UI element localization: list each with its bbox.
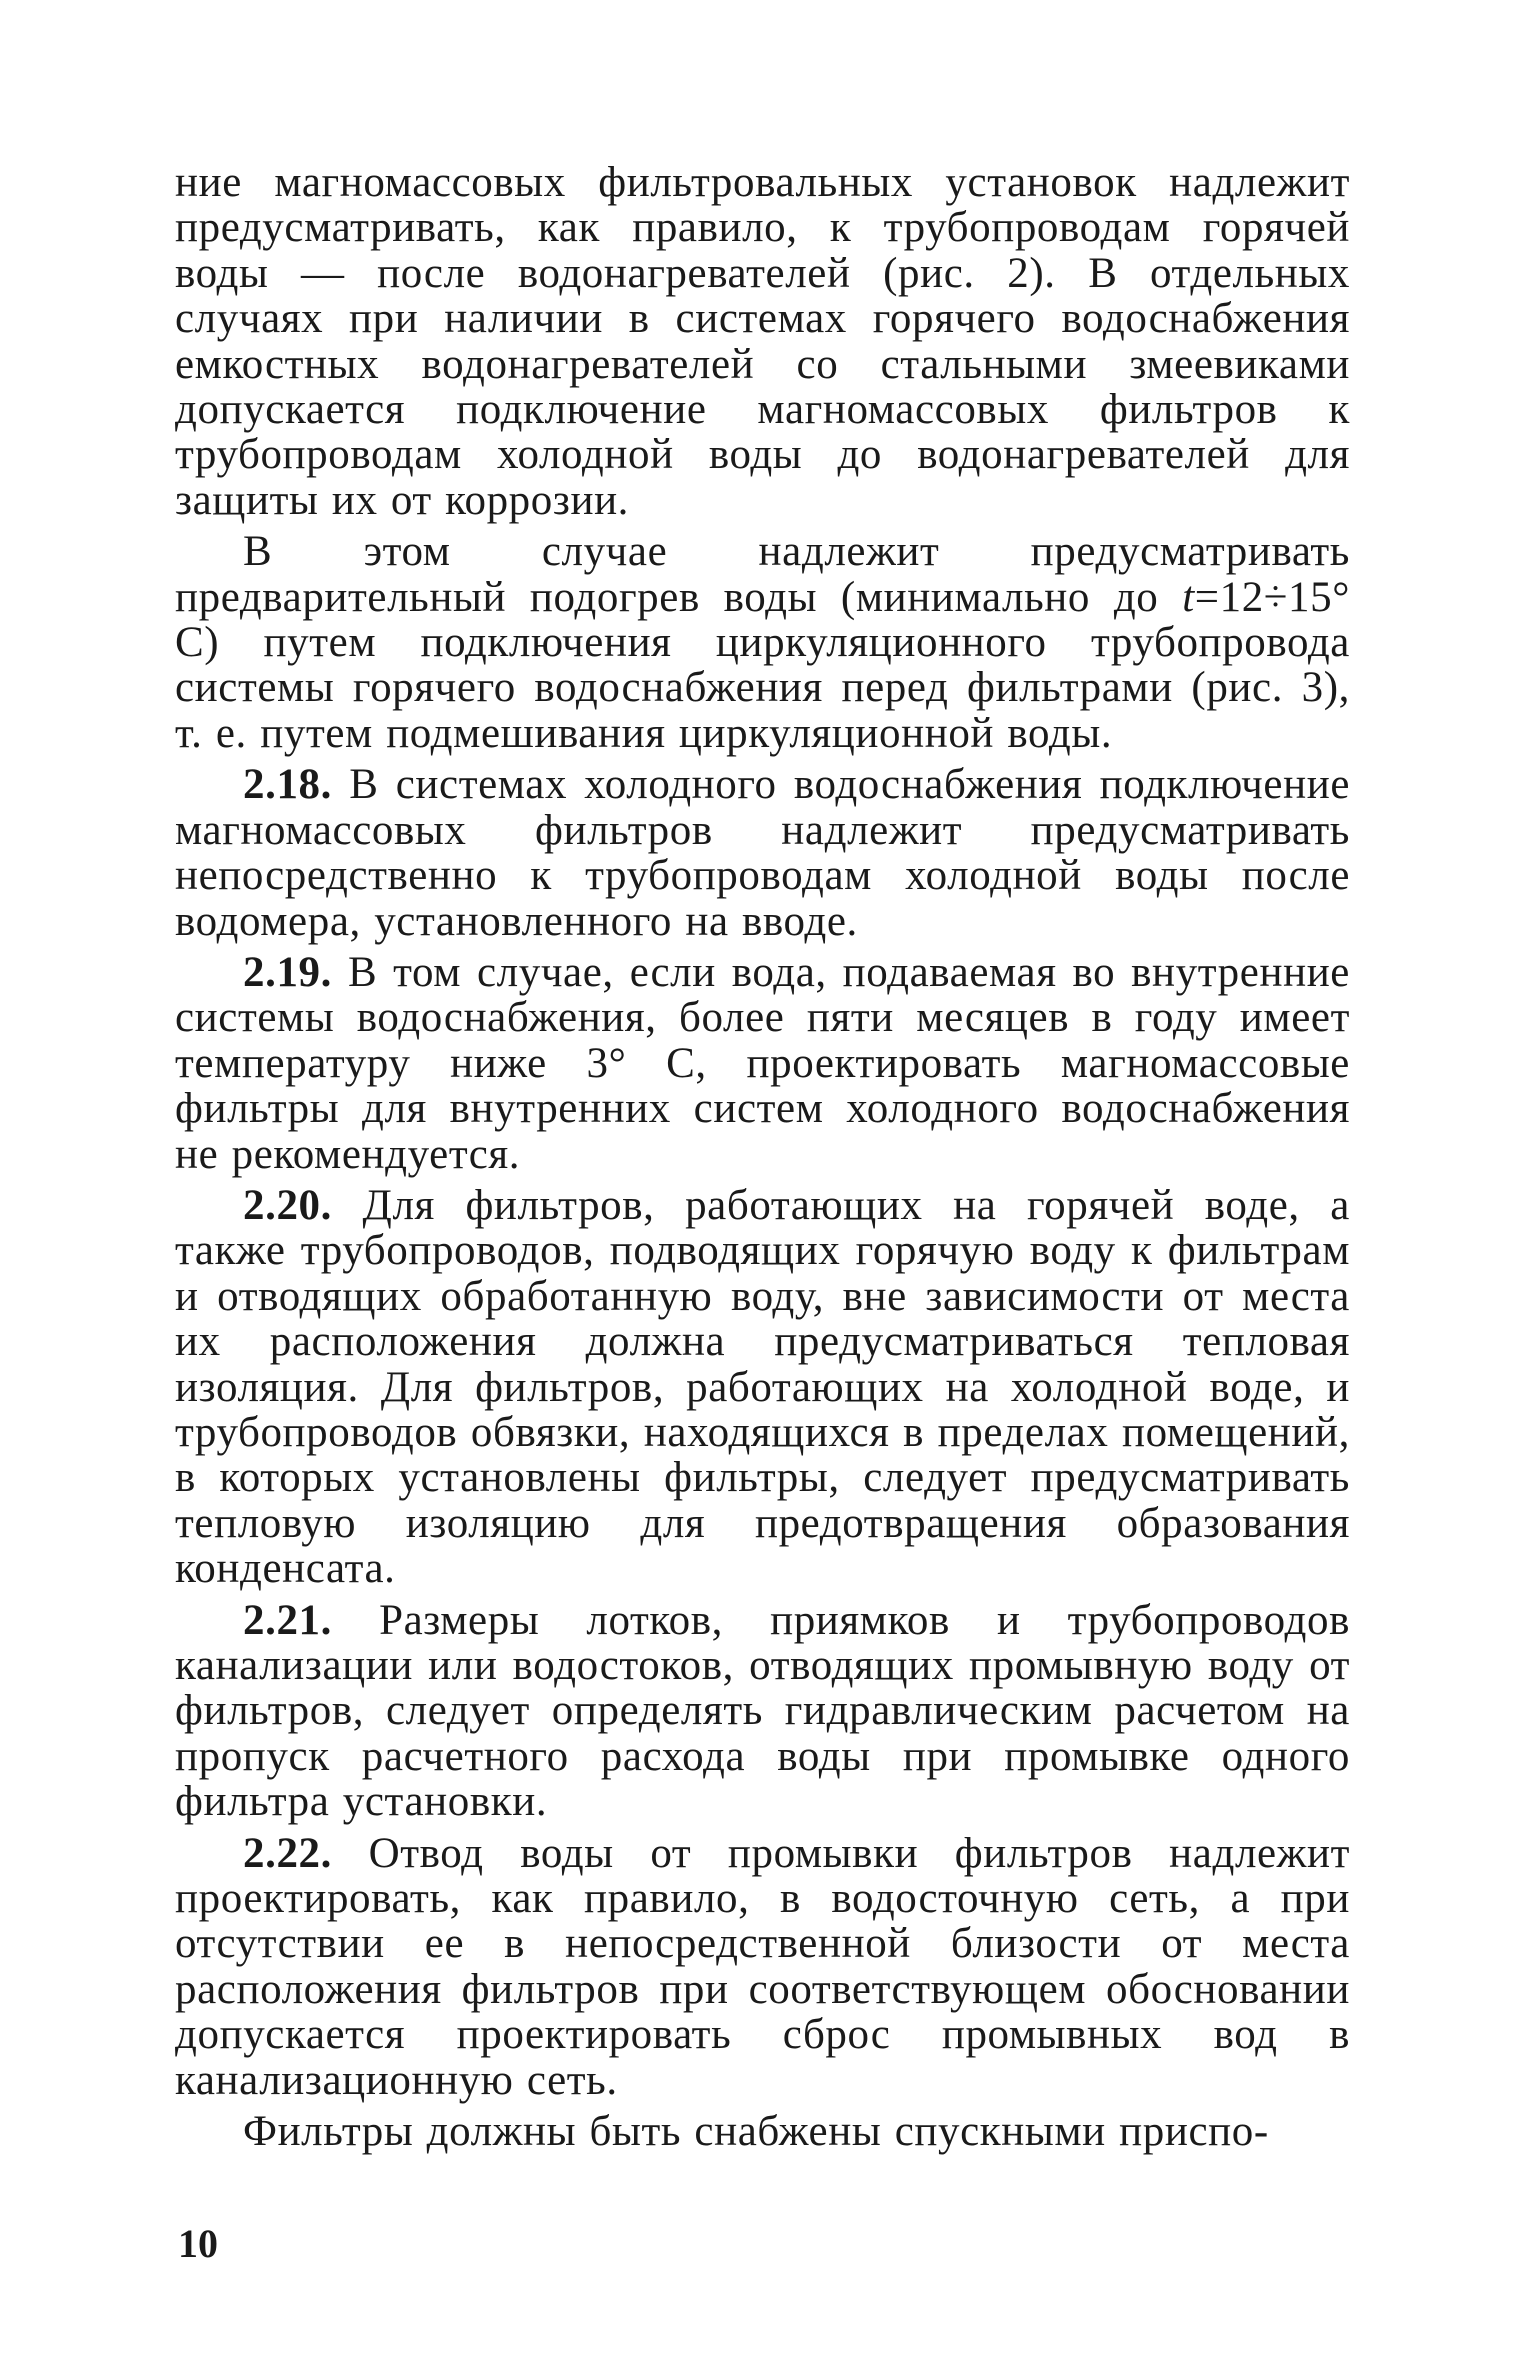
section-number: 2.20. (243, 1181, 332, 1229)
paragraph-text: Отвод воды от промывки фильтров надлежит проектировать, как правило, в водосточную сеть, а при отсутствии ее в непосредственной близости от места расположения фильтров при соответствующем обосновании допускается проектировать сброс промывных вод в канализационную сеть. (175, 1829, 1350, 2104)
paragraph-text: ние магномассовых фильтровальных установок надлежит предусматривать, как правило, к трубопроводам горячей воды — после водонагревателей (рис. 2). В отдельных случаях при наличии в системах горячего водоснабжения емкостных водонагревателей со стальными змеевиками допускается подключение магномассовых фильтров к трубопроводам холодной воды до водонагревателей для защиты их от коррозии. (175, 159, 1350, 524)
paragraph-text: Фильтры должны быть снабжены спускными приспо- (243, 2108, 1269, 2156)
page-number: 10 (178, 2221, 218, 2266)
paragraph-text: Для фильтров, работающих на горячей воде, а также трубопроводов, подводящих горячую воду к фильтрам и отводящих обработанную воду, вне зависимости от места их расположения должна предусматриваться тепловая изоляция. Для фильтров, работающих на холодной воде, и трубопроводов обвязки, находящихся в пределах помещений, в которых установлены фильтры, следует предусматривать тепловую изоляцию для предотвращения образования конденсата. (175, 1181, 1350, 1593)
paragraph-preheating (175, 529, 1350, 756)
paragraph-text-after: =12÷15° С) путем подключения циркуляционного трубопровода системы горячего водоснабжения перед фильтрами (рис. 3), т. е. путем подмешивания циркуляционной воды. (175, 573, 1350, 757)
paragraph-continuation (175, 160, 1350, 523)
paragraph-2-22 (175, 1831, 1350, 2103)
section-number: 2.19. (243, 948, 332, 996)
paragraph-2-19 (175, 950, 1350, 1177)
paragraph-2-18 (175, 762, 1350, 944)
temperature-variable: t (1182, 573, 1195, 621)
section-number: 2.18. (243, 761, 332, 809)
paragraph-tail (175, 2109, 1350, 2154)
paragraph-text: Размеры лотков, приямков и трубопроводов канализации или водостоков, отводящих промывную воду от фильтров, следует определять гидравлическим расчетом на пропуск расчетного расхода воды при промывке одного фильтра установки. (175, 1596, 1350, 1826)
paragraph-2-21 (175, 1598, 1350, 1825)
paragraph-text: В системах холодного водоснабжения подключение магномассовых фильтров надлежит предусматривать непосредственно к трубопроводам холодной воды после водомера, установленного на вводе. (175, 761, 1351, 945)
paragraph-2-20 (175, 1183, 1350, 1592)
paragraph-text: В том случае, если вода, подаваемая во внутренние системы водоснабжения, более пяти месяцев в году имеет температуру ниже 3° С, проектировать магномассовые фильтры для внутренних систем холодного водоснабжения не рекомендуется. (175, 948, 1350, 1178)
section-number: 2.21. (243, 1596, 332, 1644)
body-text (175, 160, 1350, 2154)
paragraph-text-before: В этом случае надлежит предусматривать предварительный подогрев воды (минимально до (175, 528, 1350, 621)
section-number: 2.22. (243, 1829, 332, 1877)
